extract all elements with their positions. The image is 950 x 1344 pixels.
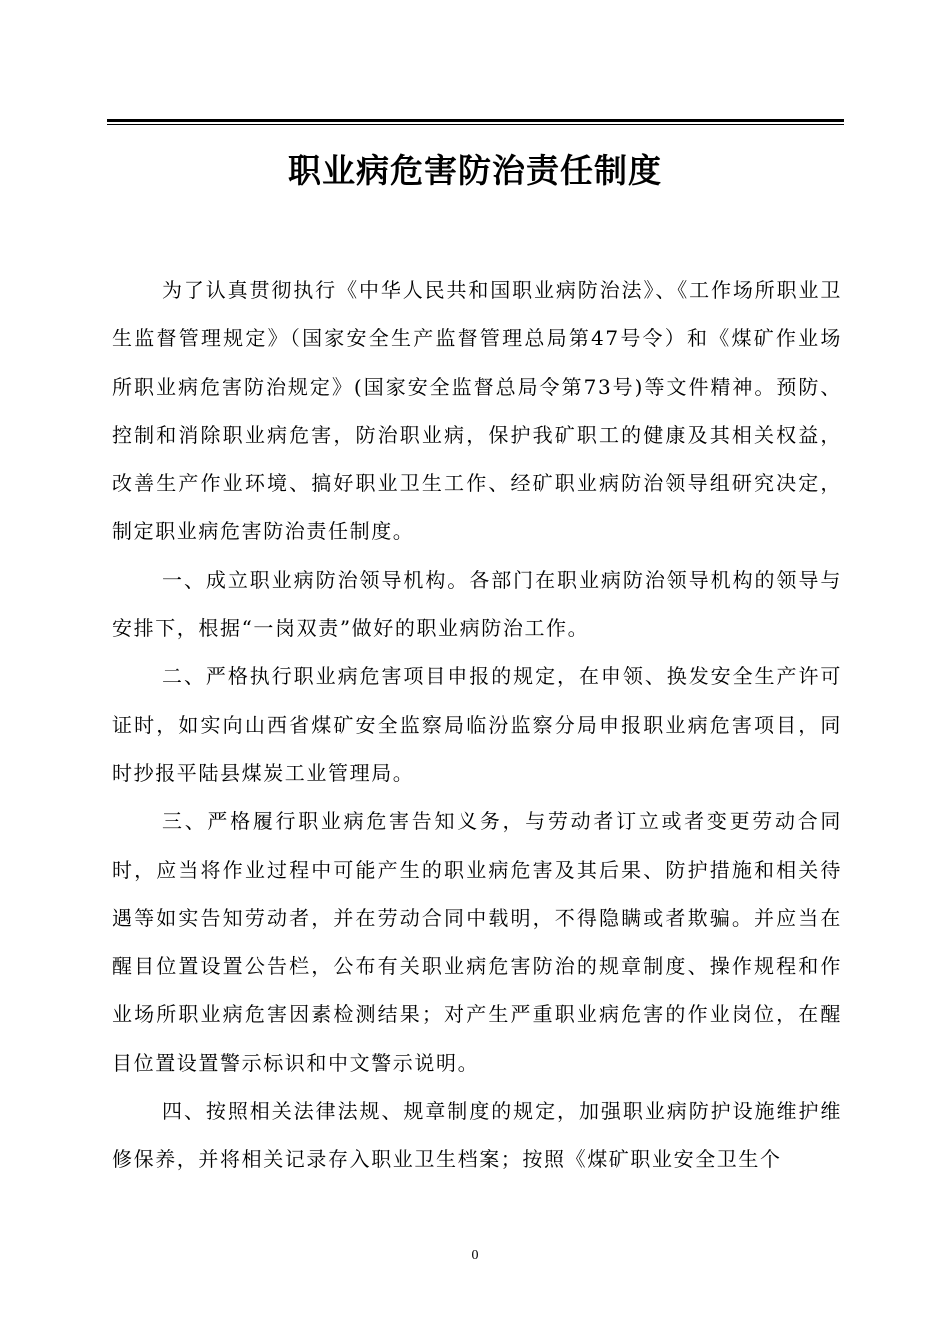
document-body (112, 266, 842, 1184)
paragraph-intro: 为了认真贯彻执行《中华人民共和国职业病防治法》、《工作场所职业卫生监督管理规定》（国家安全生产监督管理总局第47号令）和《煤矿作业场所职业病危害防治规定》(国家安全监督总局令第73号)等文件精神。预防、控制和消除职业病危害，防治职业病，保护我矿职工的健康及其相关权益，改善生产作业环境、搞好职业卫生工作、经矿职业病防治领导组研究决定，制定职业病危害防治责任制度。 (112, 278, 842, 544)
paragraph-item-4: 四、按照相关法律法规、规章制度的规定，加强职业病防护设施维护维修保养，并将相关记录存入职业卫生档案；按照《煤矿职业安全卫生个 (112, 1099, 842, 1172)
paragraph-item-1: 一、成立职业病防治领导机构。各部门在职业病防治领导机构的领导与安排下，根据“一岗双责”做好的职业病防治工作。 (112, 567, 842, 641)
paragraph-item-2: 二、严格执行职业病危害项目申报的规定，在申领、换发安全生产许可证时，如实向山西省煤矿安全监察局临汾监察分局申报职业病危害项目，同时抄报平陆县煤炭工业管理局。 (112, 664, 842, 785)
header-rule-thick (107, 119, 844, 122)
document-title: 职业病危害防治责任制度 (288, 151, 662, 190)
page-number: 0 (471, 1248, 479, 1263)
header-rule-thin (107, 124, 844, 125)
paragraph-item-3: 三、严格履行职业病危害告知义务，与劳动者订立或者变更劳动合同时，应当将作业过程中可能产生的职业病危害及其后果、防护措施和相关待遇等如实告知劳动者，并在劳动合同中载明，不得隐瞒或者欺骗。并应当在醒目位置设置公告栏，公布有关职业病危害防治的规章制度、操作规程和作业场所职业病危害因素检测结果；对产生严重职业病危害的作业岗位，在醒目位置设置警示标识和中文警示说明。 (112, 809, 842, 1075)
